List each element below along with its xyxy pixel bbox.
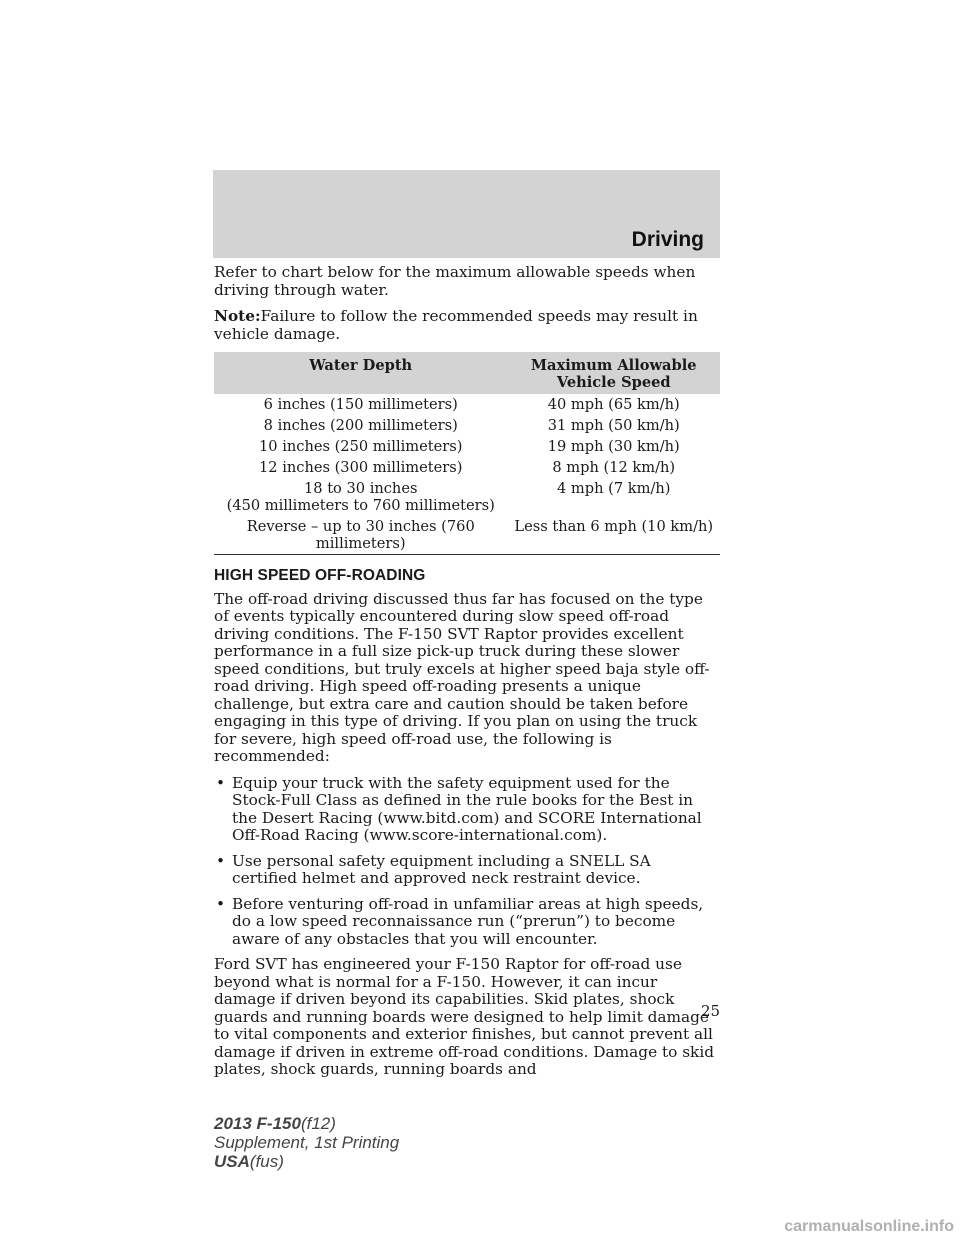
speed-cell: 31 mph (50 km/h) — [547, 417, 680, 434]
footer-line-printing: Supplement, 1st Printing — [214, 1133, 400, 1152]
note-text: Failure to follow the recommended speeds may result in vehicle damage. — [214, 307, 698, 343]
note-label: Note: — [214, 307, 261, 325]
intro-paragraph: Refer to chart below for the maximum allowable speeds when driving through water. — [214, 263, 696, 299]
bullet-icon: • — [216, 894, 226, 913]
speed-cell: 40 mph (65 km/h) — [547, 396, 680, 413]
depth-cell: 12 inches (300 millimeters) — [259, 459, 463, 476]
water-depth-table — [214, 352, 720, 555]
speed-cell: 19 mph (30 km/h) — [547, 438, 680, 455]
table-row — [214, 394, 720, 415]
document-footer — [214, 1114, 399, 1171]
table-row — [214, 457, 720, 478]
speed-cell: 8 mph (12 km/h) — [552, 459, 676, 476]
bullet-icon: • — [216, 851, 226, 870]
speed-cell: Less than 6 mph (10 km/h) — [514, 518, 714, 535]
column-header-max-speed: Maximum Allowable Vehicle Speed — [507, 352, 720, 394]
column-header-water-depth: Water Depth — [214, 352, 507, 394]
footer-line-model: 2013 F-150(f12) — [214, 1114, 336, 1133]
table-row — [214, 478, 720, 516]
list-item: • Equip your truck with the safety equipment used for the Stock-Full Class as defined in the rule books for the Best in the Desert Racing (www.bitd.com) and SCORE International Off-Road Racing (www.score-international.com). — [216, 773, 702, 844]
depth-cell: 8 inches (200 millimeters) — [263, 417, 458, 434]
table-header-row — [214, 352, 720, 394]
footer-line-region: USA(fus) — [214, 1152, 284, 1171]
table-row — [214, 516, 720, 555]
note-paragraph — [214, 308, 720, 343]
engineering-paragraph: Ford SVT has engineered your F-150 Raptor for off-road use beyond what is normal for a F-150. However, it can incur damage if driven beyond its capabilities. Skid plates, shock guards and running boards were designed to help limit damage to vital components and exterior finishes, but cannot prevent all damage if driven in extreme off-road conditions. Damage to skid plates, shock guards, running boards and — [214, 955, 715, 1078]
section-heading: HIGH SPEED OFF-ROADING — [214, 567, 426, 584]
page-number: 25 — [701, 1002, 721, 1020]
offroad-paragraph: The off-road driving discussed thus far has focused on the type of events typically encountered during slow speed off-road driving conditions. The F-150 SVT Raptor provides excellent performance in a full size pick-up truck during these slower speed conditions, but truly excels at higher speed baja style off-road driving. High speed off-roading presents a unique challenge, but extra care and caution should be taken before engaging in this type of driving. If you plan on using the truck for severe, high speed off-road use, the following is recommended: — [214, 589, 710, 765]
list-item: • Use personal safety equipment including a SNELL SA certified helmet and approved neck restraint device. — [216, 851, 651, 887]
speed-cell: 4 mph (7 km/h) — [557, 480, 671, 497]
page-content — [214, 264, 720, 1088]
depth-cell: 6 inches (150 millimeters) — [263, 396, 458, 413]
section-title: Driving — [631, 228, 704, 251]
bullet-icon: • — [216, 773, 226, 792]
table-row — [214, 436, 720, 457]
depth-cell: Reverse – up to 30 inches (760 millimeters) — [246, 518, 475, 552]
depth-cell: 10 inches (250 millimeters) — [259, 438, 463, 455]
recommendation-list — [214, 775, 720, 949]
depth-cell: 18 to 30 inches (450 millimeters to 760 millimeters) — [226, 480, 495, 514]
table-row — [214, 415, 720, 436]
list-item: • Before venturing off-road in unfamiliar areas at high speeds, do a low speed reconnaissance run (“prerun”) to become aware of any obstacles that you will encounter. — [216, 894, 704, 948]
section-header-band — [213, 170, 720, 258]
watermark-logo: carmanualsonline.info — [784, 1218, 954, 1235]
